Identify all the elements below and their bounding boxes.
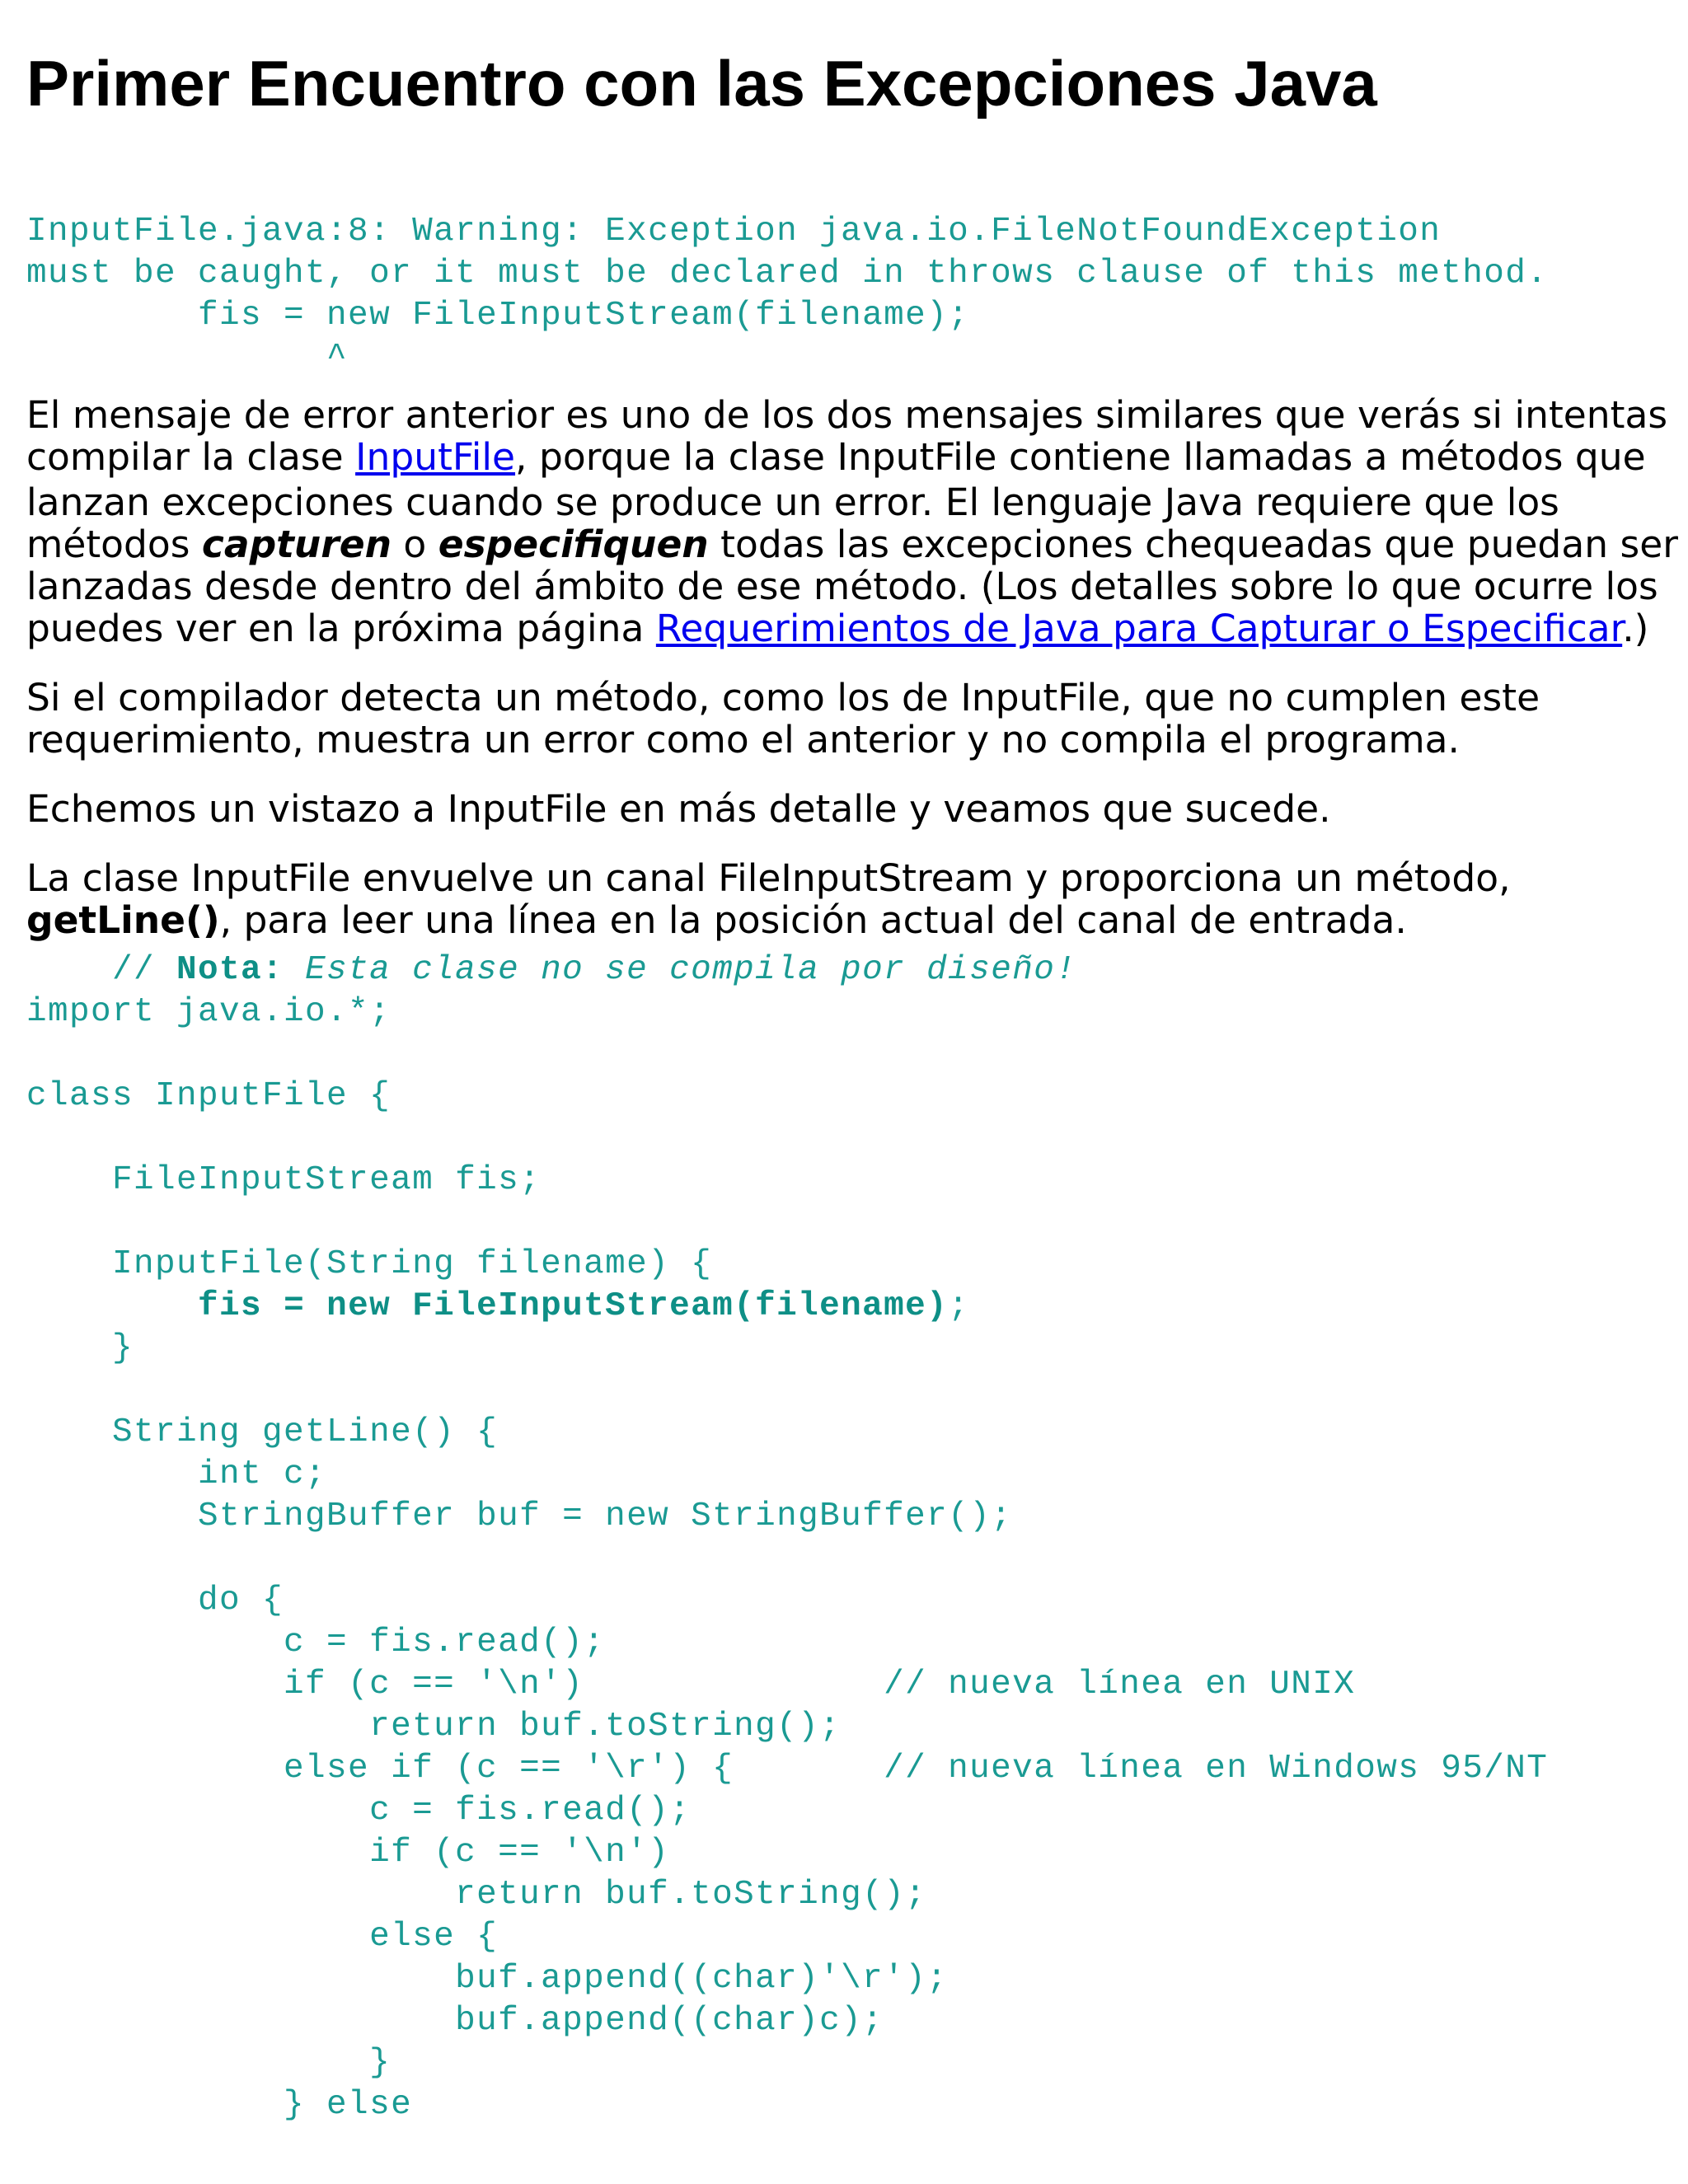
code-line: else if (c == '\r') { // nueva línea en Windows 95/NT: [26, 1750, 1549, 1788]
code-line: if (c == '\n') // nueva línea en UNIX: [26, 1666, 1356, 1704]
text-span: , para leer una línea en la posición actual del canal de entrada.: [219, 898, 1407, 942]
code-listing: [26, 949, 1662, 2126]
code-line: do {: [26, 1582, 284, 1619]
comment-prefix: //: [26, 951, 177, 989]
code-line: buf.append((char)c);: [26, 2002, 884, 2040]
code-line: } else: [26, 2086, 413, 2124]
document-page: [26, 0, 1678, 2126]
code-line: InputFile(String filename) {: [26, 1245, 713, 1283]
warning-line: InputFile.java:8: Warning: Exception java.io.FileNotFoundException: [26, 213, 1442, 251]
text-span: puedes ver en la próxima página: [26, 607, 656, 650]
code-line: String getLine() {: [26, 1413, 499, 1451]
code-line: c = fis.read();: [26, 1624, 606, 1661]
code-line: else {: [26, 1918, 499, 1956]
text-line: lanzadas desde dentro del ámbito de ese método. (Los detalles sobre lo que ocurre los: [26, 565, 1658, 608]
code-line: buf.append((char)'\r');: [26, 1960, 949, 1998]
code-line: return buf.toString();: [26, 1876, 927, 1914]
warning-line: ^: [26, 339, 349, 377]
indent: [26, 1287, 198, 1325]
paragraph-compiler: [26, 677, 1662, 761]
text-line: lanzan excepciones cuando se produce un error. El lenguaje Java requiere que los: [26, 480, 1559, 524]
text-span: métodos: [26, 523, 202, 566]
code-line: }: [26, 1329, 134, 1367]
text-span: compilar la clase: [26, 435, 356, 479]
code-line-highlighted: [26, 1287, 969, 1325]
text-line: Echemos un vistazo a InputFile en más detalle y veamos que sucede.: [26, 787, 1331, 831]
text-line: [26, 607, 1662, 649]
text-line: [26, 436, 1662, 478]
code-line: import java.io.*;: [26, 993, 392, 1031]
text-line: El mensaje de error anterior es uno de los dos mensajes similares que verás si intentas: [26, 393, 1668, 437]
code-line: FileInputStream fis;: [26, 1161, 542, 1199]
text-span: o: [391, 523, 438, 566]
code-comment: [26, 951, 1076, 989]
paragraph-vistazo: [26, 788, 1662, 830]
paragraph-error-explanation: [26, 393, 1678, 650]
code-line: StringBuffer buf = new StringBuffer();: [26, 1497, 1013, 1535]
code-line: return buf.toString();: [26, 1708, 842, 1746]
statement-terminator: ;: [948, 1287, 970, 1325]
warning-line: fis = new FileInputStream(filename);: [26, 297, 970, 335]
code-line: int c;: [26, 1455, 327, 1493]
compiler-warning: [26, 211, 1662, 379]
paragraph-inputfile-class: [26, 857, 1662, 941]
especifiquen-emphasis: especifiquen: [438, 523, 709, 566]
text-line: [26, 899, 1662, 941]
text-span: todas las excepciones chequeadas que puedan ser: [708, 523, 1678, 566]
inputfile-link[interactable]: InputFile: [355, 435, 516, 479]
code-line: if (c == '\n'): [26, 1834, 670, 1872]
text-line: La clase InputFile envuelve un canal FileInputStream y proporciona un método,: [26, 856, 1511, 900]
code-line: c = fis.read();: [26, 1792, 692, 1830]
text-line: [26, 523, 1678, 566]
text-line: requerimiento, muestra un error como el anterior y no compila el programa.: [26, 718, 1461, 762]
highlighted-statement: fis = new FileInputStream(filename): [198, 1287, 949, 1325]
code-line: class InputFile {: [26, 1077, 392, 1115]
capturen-emphasis: capturen: [201, 523, 392, 566]
comment-note-label: Nota:: [176, 951, 284, 989]
code-line: }: [26, 2044, 392, 2082]
warning-line: must be caught, or it must be declared in throws clause of this method.: [26, 255, 1549, 293]
text-line: Si el compilador detecta un método, como los de InputFile, que no cumplen este: [26, 676, 1540, 719]
comment-text: Esta clase no se compila por diseño!: [284, 951, 1077, 989]
page-title: Primer Encuentro con las Excepciones Java: [26, 47, 1377, 120]
getline-method-name: getLine(): [26, 898, 220, 942]
text-span: , porque la clase InputFile contiene llamadas a métodos que: [515, 435, 1646, 479]
text-span: .): [1622, 607, 1649, 650]
requerimientos-link[interactable]: Requerimientos de Java para Capturar o Especificar: [655, 607, 1623, 650]
